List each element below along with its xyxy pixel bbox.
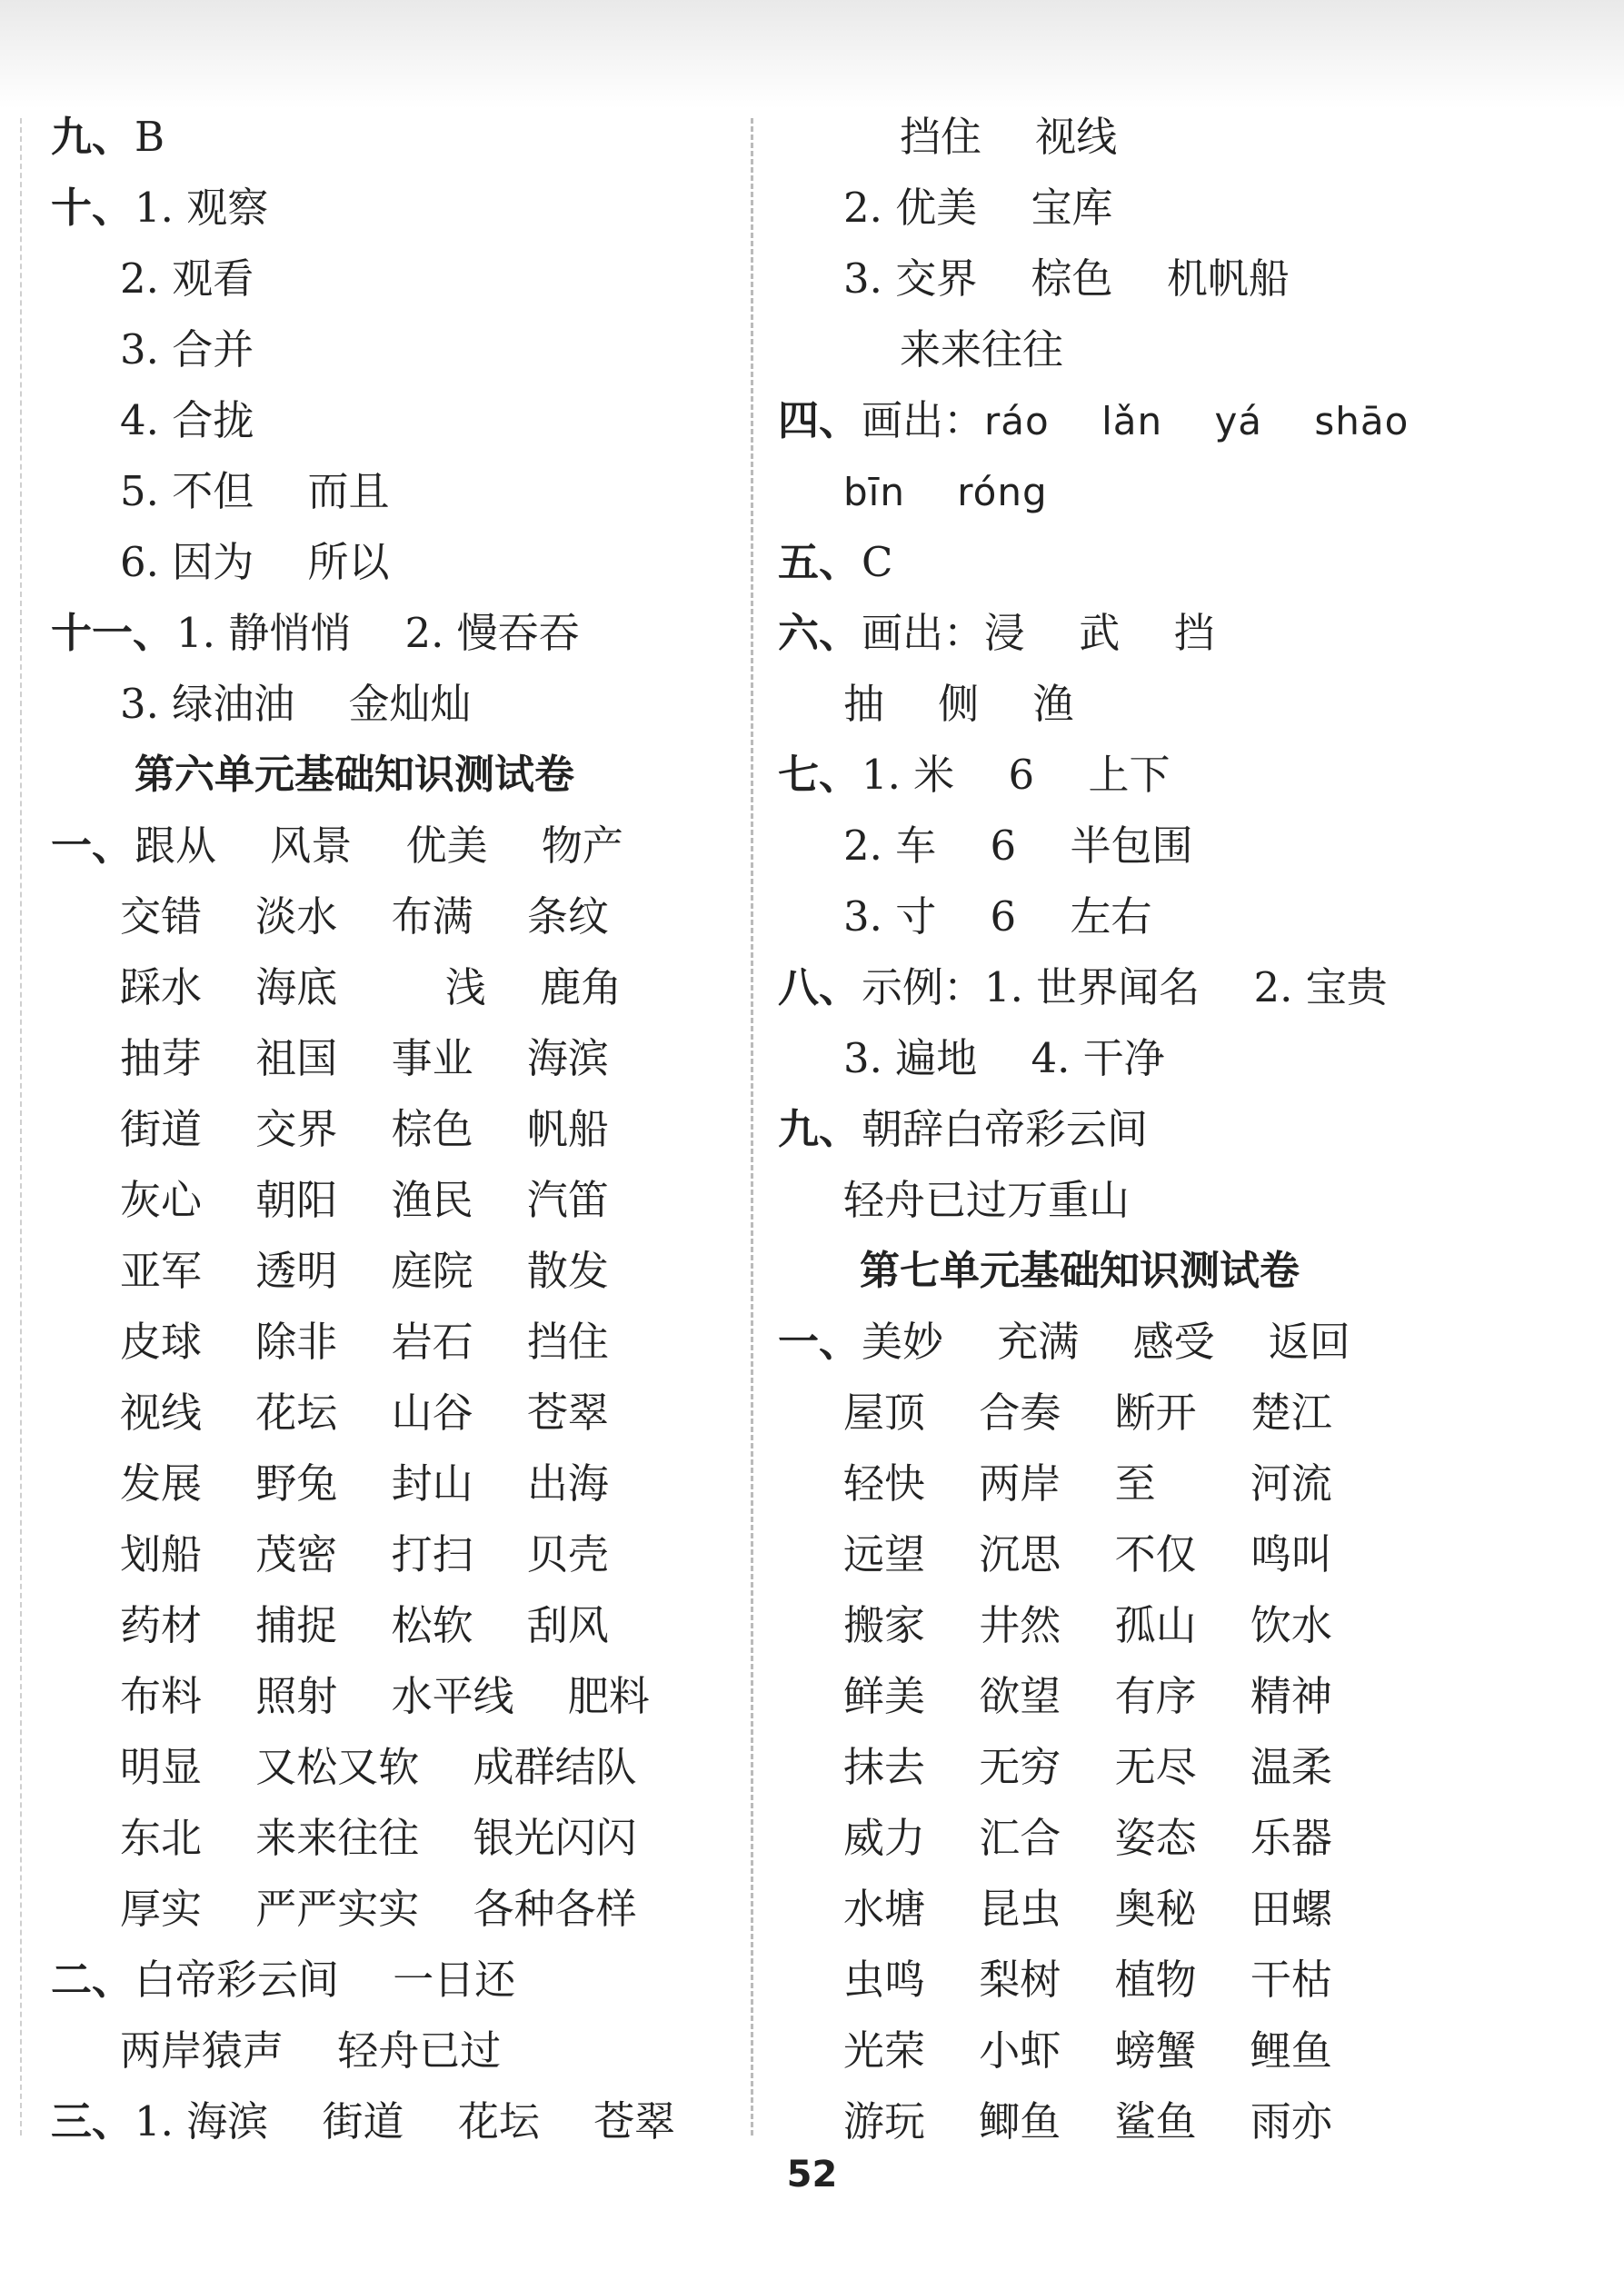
section-title-text: 第七单元基础知识测试卷 [860, 1248, 1300, 1294]
answer-text [120, 669, 472, 740]
answer-text [120, 2016, 501, 2086]
answer-text [900, 102, 1117, 173]
answer-line [778, 740, 1596, 811]
answer-words: 亚军 透明 庭院 散发 [120, 1247, 609, 1295]
answer-words: 挡住 视线 [900, 113, 1118, 161]
answer-line [778, 456, 1596, 527]
answer-words: 6. 因为 所以 [120, 538, 390, 586]
scan-top-shading [0, 0, 1624, 109]
answer-line [778, 1094, 1596, 1165]
answer-words: 明显 又松又软 成群结队 [120, 1743, 637, 1791]
answer-text [843, 2086, 1332, 2157]
answer-words: 视线 花坛 山谷 苍翠 [120, 1389, 609, 1437]
answer-words: 虫鸣 梨树 植物 干枯 [843, 1956, 1332, 2004]
answer-words: 1. 静悄悄 2. 慢吞吞 [176, 609, 580, 657]
answer-text [120, 1732, 637, 1803]
answer-text [843, 811, 1192, 881]
answer-line [51, 1945, 760, 2016]
answer-text [862, 952, 1388, 1023]
answer-words: 3. 合并 [120, 325, 254, 373]
answer-line [778, 173, 1596, 244]
section-title [51, 740, 760, 811]
answer-words: 布料 照射 水平线 肥料 [120, 1672, 650, 1720]
answer-words: 威力 汇合 姿态 乐器 [843, 1814, 1332, 1862]
answer-words: 远望 沉思 不仅 鸣叫 [843, 1530, 1332, 1578]
answer-text [843, 244, 1290, 314]
answer-line [778, 2086, 1596, 2157]
answer-text [862, 527, 892, 598]
answer-line [51, 669, 760, 740]
answer-line [51, 314, 760, 385]
answer-words: 1. 海滨 街道 花坛 苍翠 [135, 2097, 676, 2146]
answer-text [120, 1661, 650, 1732]
question-number: 七、 [778, 751, 861, 799]
answer-words: 屋顶 合奏 断开 楚江 [843, 1389, 1332, 1437]
answer-line [51, 385, 760, 456]
answer-words: 跟从 风景 优美 物产 [135, 821, 623, 870]
answer-text [843, 1023, 1165, 1094]
answer-line [51, 1378, 760, 1449]
answer-text [843, 1165, 1130, 1236]
question-number: 二、 [51, 1956, 134, 2004]
answer-words: 3. 交界 棕色 机帆船 [843, 254, 1290, 303]
answer-words: 2. 优美 宝库 [843, 184, 1113, 232]
answer-words: 示例：1. 世界闻名 2. 宝贵 [862, 963, 1388, 1011]
answer-words: 搬家 井然 孤山 饮水 [843, 1601, 1332, 1649]
answer-line [51, 1590, 760, 1661]
answer-words: 街道 交界 棕色 帆船 [120, 1105, 609, 1153]
answer-words: 抹去 无穷 无尽 温柔 [843, 1743, 1332, 1791]
answer-text [120, 1236, 609, 1307]
answer-words: 划船 茂密 打扫 贝壳 [120, 1530, 609, 1578]
answer-words: 3. 遍地 4. 干净 [843, 1034, 1165, 1082]
section-title [778, 1236, 1596, 1307]
answer-text [120, 1874, 637, 1945]
answer-text [120, 1165, 609, 1236]
answer-text [843, 1661, 1332, 1732]
answer-line [51, 102, 760, 173]
page-number: 52 [786, 2154, 838, 2195]
answer-line [778, 1023, 1596, 1094]
answer-words: 2. 车 6 半包围 [843, 821, 1193, 870]
question-number: 九、 [51, 113, 134, 161]
answer-text [843, 1590, 1332, 1661]
answer-words: 抽 侧 渔 [843, 680, 1074, 728]
answer-words: 画出： [862, 396, 985, 444]
answer-line [778, 527, 1596, 598]
answer-line [51, 173, 760, 244]
answer-text [862, 1094, 1148, 1165]
left-column [51, 102, 760, 2157]
answer-text [843, 456, 1048, 528]
answer-line [51, 1449, 760, 1519]
answer-words: 两岸猿声 轻舟已过 [120, 2026, 502, 2075]
answer-words: 踩水 海底 浅 鹿角 [120, 963, 623, 1011]
answer-line [51, 2086, 760, 2157]
answer-text [135, 811, 623, 881]
answer-text [120, 1590, 609, 1661]
question-number: 十一、 [51, 609, 174, 657]
answer-words: 游玩 鲫鱼 鲨鱼 雨亦 [843, 2097, 1332, 2146]
answer-line [51, 881, 760, 952]
answer-line [778, 1165, 1596, 1236]
answer-text [120, 244, 254, 314]
answer-words: 轻快 两岸 至 河流 [843, 1459, 1332, 1508]
answer-line [51, 1023, 760, 1094]
answer-line [778, 1661, 1596, 1732]
answer-words: 鲜美 欲望 有序 精神 [843, 1672, 1332, 1720]
answer-text [843, 1519, 1332, 1590]
answer-line [51, 1236, 760, 1307]
answer-line [778, 598, 1596, 669]
question-number: 八、 [778, 963, 861, 1011]
answer-line [778, 2016, 1596, 2086]
answer-words: 轻舟已过万重山 [843, 1176, 1131, 1224]
answer-text [176, 598, 580, 669]
answer-words: 东北 来来往往 银光闪闪 [120, 1814, 637, 1862]
answer-line [51, 1661, 760, 1732]
answer-text [862, 598, 1215, 669]
answer-text [843, 1803, 1332, 1874]
answer-line [778, 1732, 1596, 1803]
answer-line [51, 1307, 760, 1378]
section-title-text: 第六单元基础知识测试卷 [135, 752, 574, 798]
answer-text [135, 1945, 515, 2016]
left-margin-rule [20, 118, 22, 2136]
answer-words: C [862, 538, 893, 586]
answer-line [778, 1307, 1596, 1378]
answer-text [843, 1945, 1332, 2016]
answer-words: 皮球 除非 岩石 挡住 [120, 1318, 609, 1366]
question-number: 十、 [51, 184, 134, 232]
answer-text [120, 1307, 609, 1378]
answer-text [862, 385, 1409, 457]
answer-text [843, 1732, 1332, 1803]
answer-text [135, 2086, 675, 2157]
answer-line [778, 1449, 1596, 1519]
answer-text [120, 1023, 609, 1094]
answer-text [120, 1378, 609, 1449]
answer-words: 光荣 小虾 螃蟹 鲤鱼 [843, 2026, 1332, 2075]
question-number: 一、 [51, 821, 134, 870]
answer-line [51, 1165, 760, 1236]
answer-words: 白帝彩云间 一日还 [135, 1956, 516, 2004]
answer-text [843, 1874, 1332, 1945]
answer-line [51, 1874, 760, 1945]
right-column [778, 102, 1596, 2157]
answer-text [120, 314, 254, 385]
answer-line [778, 669, 1596, 740]
answer-text [900, 314, 1063, 385]
answer-words: 朝辞白帝彩云间 [862, 1105, 1149, 1153]
answer-line [51, 811, 760, 881]
answer-words: 4. 合拢 [120, 396, 254, 444]
answer-line [778, 1590, 1596, 1661]
answer-text [843, 669, 1074, 740]
answer-text [120, 385, 254, 456]
answer-line [778, 1803, 1596, 1874]
answer-line [51, 1519, 760, 1590]
answer-text [135, 173, 268, 244]
answer-words: 美妙 充满 感受 返回 [862, 1318, 1350, 1366]
answer-words: 抽芽 祖国 事业 海滨 [120, 1034, 609, 1082]
answer-line [51, 952, 760, 1023]
answer-text [135, 102, 164, 173]
answer-line [51, 1803, 760, 1874]
answer-line [51, 1732, 760, 1803]
answer-words: 2. 观看 [120, 254, 254, 303]
answer-text [120, 1519, 609, 1590]
answer-words: 发展 野兔 封山 出海 [120, 1459, 609, 1508]
question-number: 五、 [778, 538, 861, 586]
answer-line [778, 811, 1596, 881]
answer-line [778, 1378, 1596, 1449]
answer-words: 1. 米 6 上下 [862, 751, 1171, 799]
answer-text [843, 881, 1151, 952]
question-number: 四、 [778, 396, 861, 444]
answer-line [51, 244, 760, 314]
answer-line [778, 1874, 1596, 1945]
question-number: 三、 [51, 2097, 134, 2146]
answer-words: 1. 观察 [135, 184, 269, 232]
pinyin-text: ráo lǎn yá shāo [984, 399, 1410, 443]
question-number: 一、 [778, 1318, 861, 1366]
answer-text [862, 1307, 1350, 1378]
answer-words: 3. 寸 6 左右 [843, 892, 1152, 941]
answer-line [778, 314, 1596, 385]
answer-text [120, 1449, 609, 1519]
answer-words: 3. 绿油油 金灿灿 [120, 680, 472, 728]
answer-line [778, 244, 1596, 314]
pinyin-text: bīn róng [843, 470, 1048, 514]
answer-text [120, 1803, 637, 1874]
question-number: 六、 [778, 609, 861, 657]
answer-words: 来来往往 [900, 325, 1064, 373]
answer-line [51, 527, 760, 598]
answer-text [843, 1378, 1332, 1449]
answer-text [120, 456, 390, 527]
answer-text [120, 1094, 609, 1165]
answer-text [120, 952, 622, 1023]
answer-text [120, 527, 390, 598]
answer-line [51, 598, 760, 669]
answer-words: 灰心 朝阳 渔民 汽笛 [120, 1176, 609, 1224]
answer-line [51, 2016, 760, 2086]
answer-text [120, 881, 609, 952]
answer-line [778, 102, 1596, 173]
answer-text [843, 2016, 1332, 2086]
answer-text [862, 740, 1170, 811]
answer-words: 画出：浸 武 挡 [862, 609, 1215, 657]
answer-text [843, 1449, 1332, 1519]
answer-text [843, 173, 1113, 244]
answer-words: 5. 不但 而且 [120, 467, 390, 515]
answer-words: B [135, 113, 165, 161]
answer-line [778, 881, 1596, 952]
answer-line [778, 1945, 1596, 2016]
answer-words: 水塘 昆虫 奥秘 田螺 [843, 1885, 1332, 1933]
answer-line [778, 1519, 1596, 1590]
answer-line [51, 1094, 760, 1165]
answer-words: 药材 捕捉 松软 刮风 [120, 1601, 609, 1649]
question-number: 九、 [778, 1105, 861, 1153]
answer-words: 厚实 严严实实 各种各样 [120, 1885, 637, 1933]
answer-line [778, 952, 1596, 1023]
answer-line [51, 456, 760, 527]
answer-words: 交错 淡水 布满 条纹 [120, 892, 609, 941]
answer-line [778, 385, 1596, 456]
